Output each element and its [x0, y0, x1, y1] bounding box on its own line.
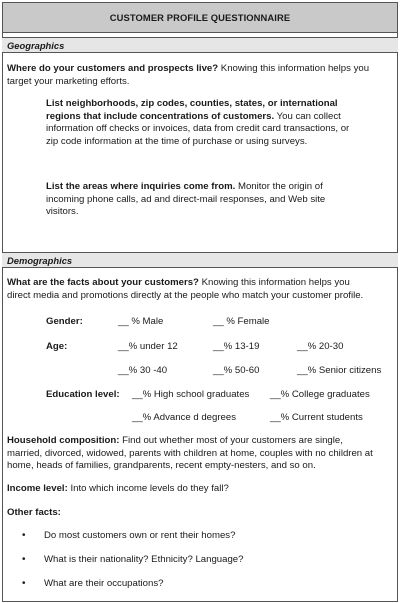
item2-line2: incoming phone calls, ad and direct-mail responses, and Web site — [46, 193, 326, 205]
geographics-item-neighborhoods — [46, 98, 349, 148]
other-facts-label: Other facts: — [7, 507, 61, 518]
item1-rest-line2: You can collect — [274, 110, 341, 122]
household-line3: home, heads of families, grandparents, recent empty-nesters, and so on. — [7, 460, 316, 471]
demographics-header — [2, 252, 398, 268]
age-13-19-field[interactable]: __% 13-19 — [213, 341, 260, 352]
list-item: Do most customers own or rent their homes? — [44, 530, 236, 541]
item2-bold: List the areas where inquiries come from. — [46, 181, 236, 192]
gender-male-field[interactable]: __ % Male — [118, 316, 164, 327]
demographics-question — [7, 277, 363, 302]
bullet-icon: • — [22, 554, 26, 565]
title-bar — [2, 2, 398, 33]
age-label: Age: — [46, 341, 68, 352]
age-20-30-field[interactable]: __% 20-30 — [297, 341, 344, 352]
edu-high-school-field[interactable]: __% High school graduates — [132, 389, 250, 400]
bullet-icon: • — [22, 578, 26, 589]
geographics-question — [7, 63, 369, 88]
gender-female-field[interactable]: __ % Female — [213, 316, 270, 327]
list-item: What are their occupations? — [44, 578, 164, 589]
geographics-heading: Geographics — [7, 39, 65, 51]
item2-rest: Monitor the origin of — [235, 181, 323, 192]
geographics-question-line2: target your marketing efforts. — [7, 75, 130, 87]
geographics-question-rest: Knowing this information helps you — [218, 63, 370, 74]
edu-current-students-field[interactable]: __% Current students — [270, 412, 363, 423]
item1-line4: zip code information at the time of purchase or using surveys. — [46, 135, 308, 147]
page-title: CUSTOMER PROFILE QUESTIONNAIRE — [109, 12, 291, 23]
item1-bold-line2: regions that include concentrations of customers. — [46, 110, 275, 122]
income-rest: Into which income levels do they fall? — [67, 483, 229, 494]
demographics-question-line2: direct media and promotions directly at the people who match your customer profile. — [7, 289, 364, 301]
geographics-item-inquiries — [46, 181, 325, 219]
income-level — [7, 483, 229, 496]
gender-label: Gender: — [46, 316, 83, 327]
age-under-12-field[interactable]: __% under 12 — [118, 341, 178, 352]
household-line1: Find out whether most of your customers are single, — [119, 435, 343, 446]
bullet-icon: • — [22, 530, 26, 541]
demographics-heading: Demographics — [7, 254, 73, 266]
age-50-60-field[interactable]: __% 50-60 — [213, 365, 260, 376]
demographics-question-bold: What are the facts about your customers? — [7, 277, 199, 288]
household-line2: married, divorced, widowed, parents with children at home, couples with no children at — [7, 447, 373, 459]
age-senior-field[interactable]: __% Senior citizens — [297, 365, 382, 376]
income-bold: Income level: — [7, 483, 68, 494]
geographics-header — [2, 37, 398, 53]
item1-line3: information off checks or invoices, data from credit card transactions, or — [46, 123, 350, 134]
household-composition — [7, 435, 373, 473]
questionnaire-frame — [2, 2, 398, 602]
list-item: What is their nationality? Ethnicity? Language? — [44, 554, 244, 565]
age-30-40-field[interactable]: __% 30 -40 — [118, 365, 168, 376]
edu-college-field[interactable]: __% College graduates — [270, 389, 370, 400]
education-label: Education level: — [46, 389, 120, 400]
household-bold: Household composition: — [7, 435, 120, 446]
geographics-question-bold: Where do your customers and prospects live? — [7, 63, 219, 74]
edu-advanced-field[interactable]: __% Advance d degrees — [132, 412, 237, 423]
demographics-question-rest: Knowing this information helps you — [198, 277, 350, 288]
item2-line3: visitors. — [46, 206, 79, 217]
item1-bold-line1: List neighborhoods, zip codes, counties, states, or international — [46, 98, 338, 109]
